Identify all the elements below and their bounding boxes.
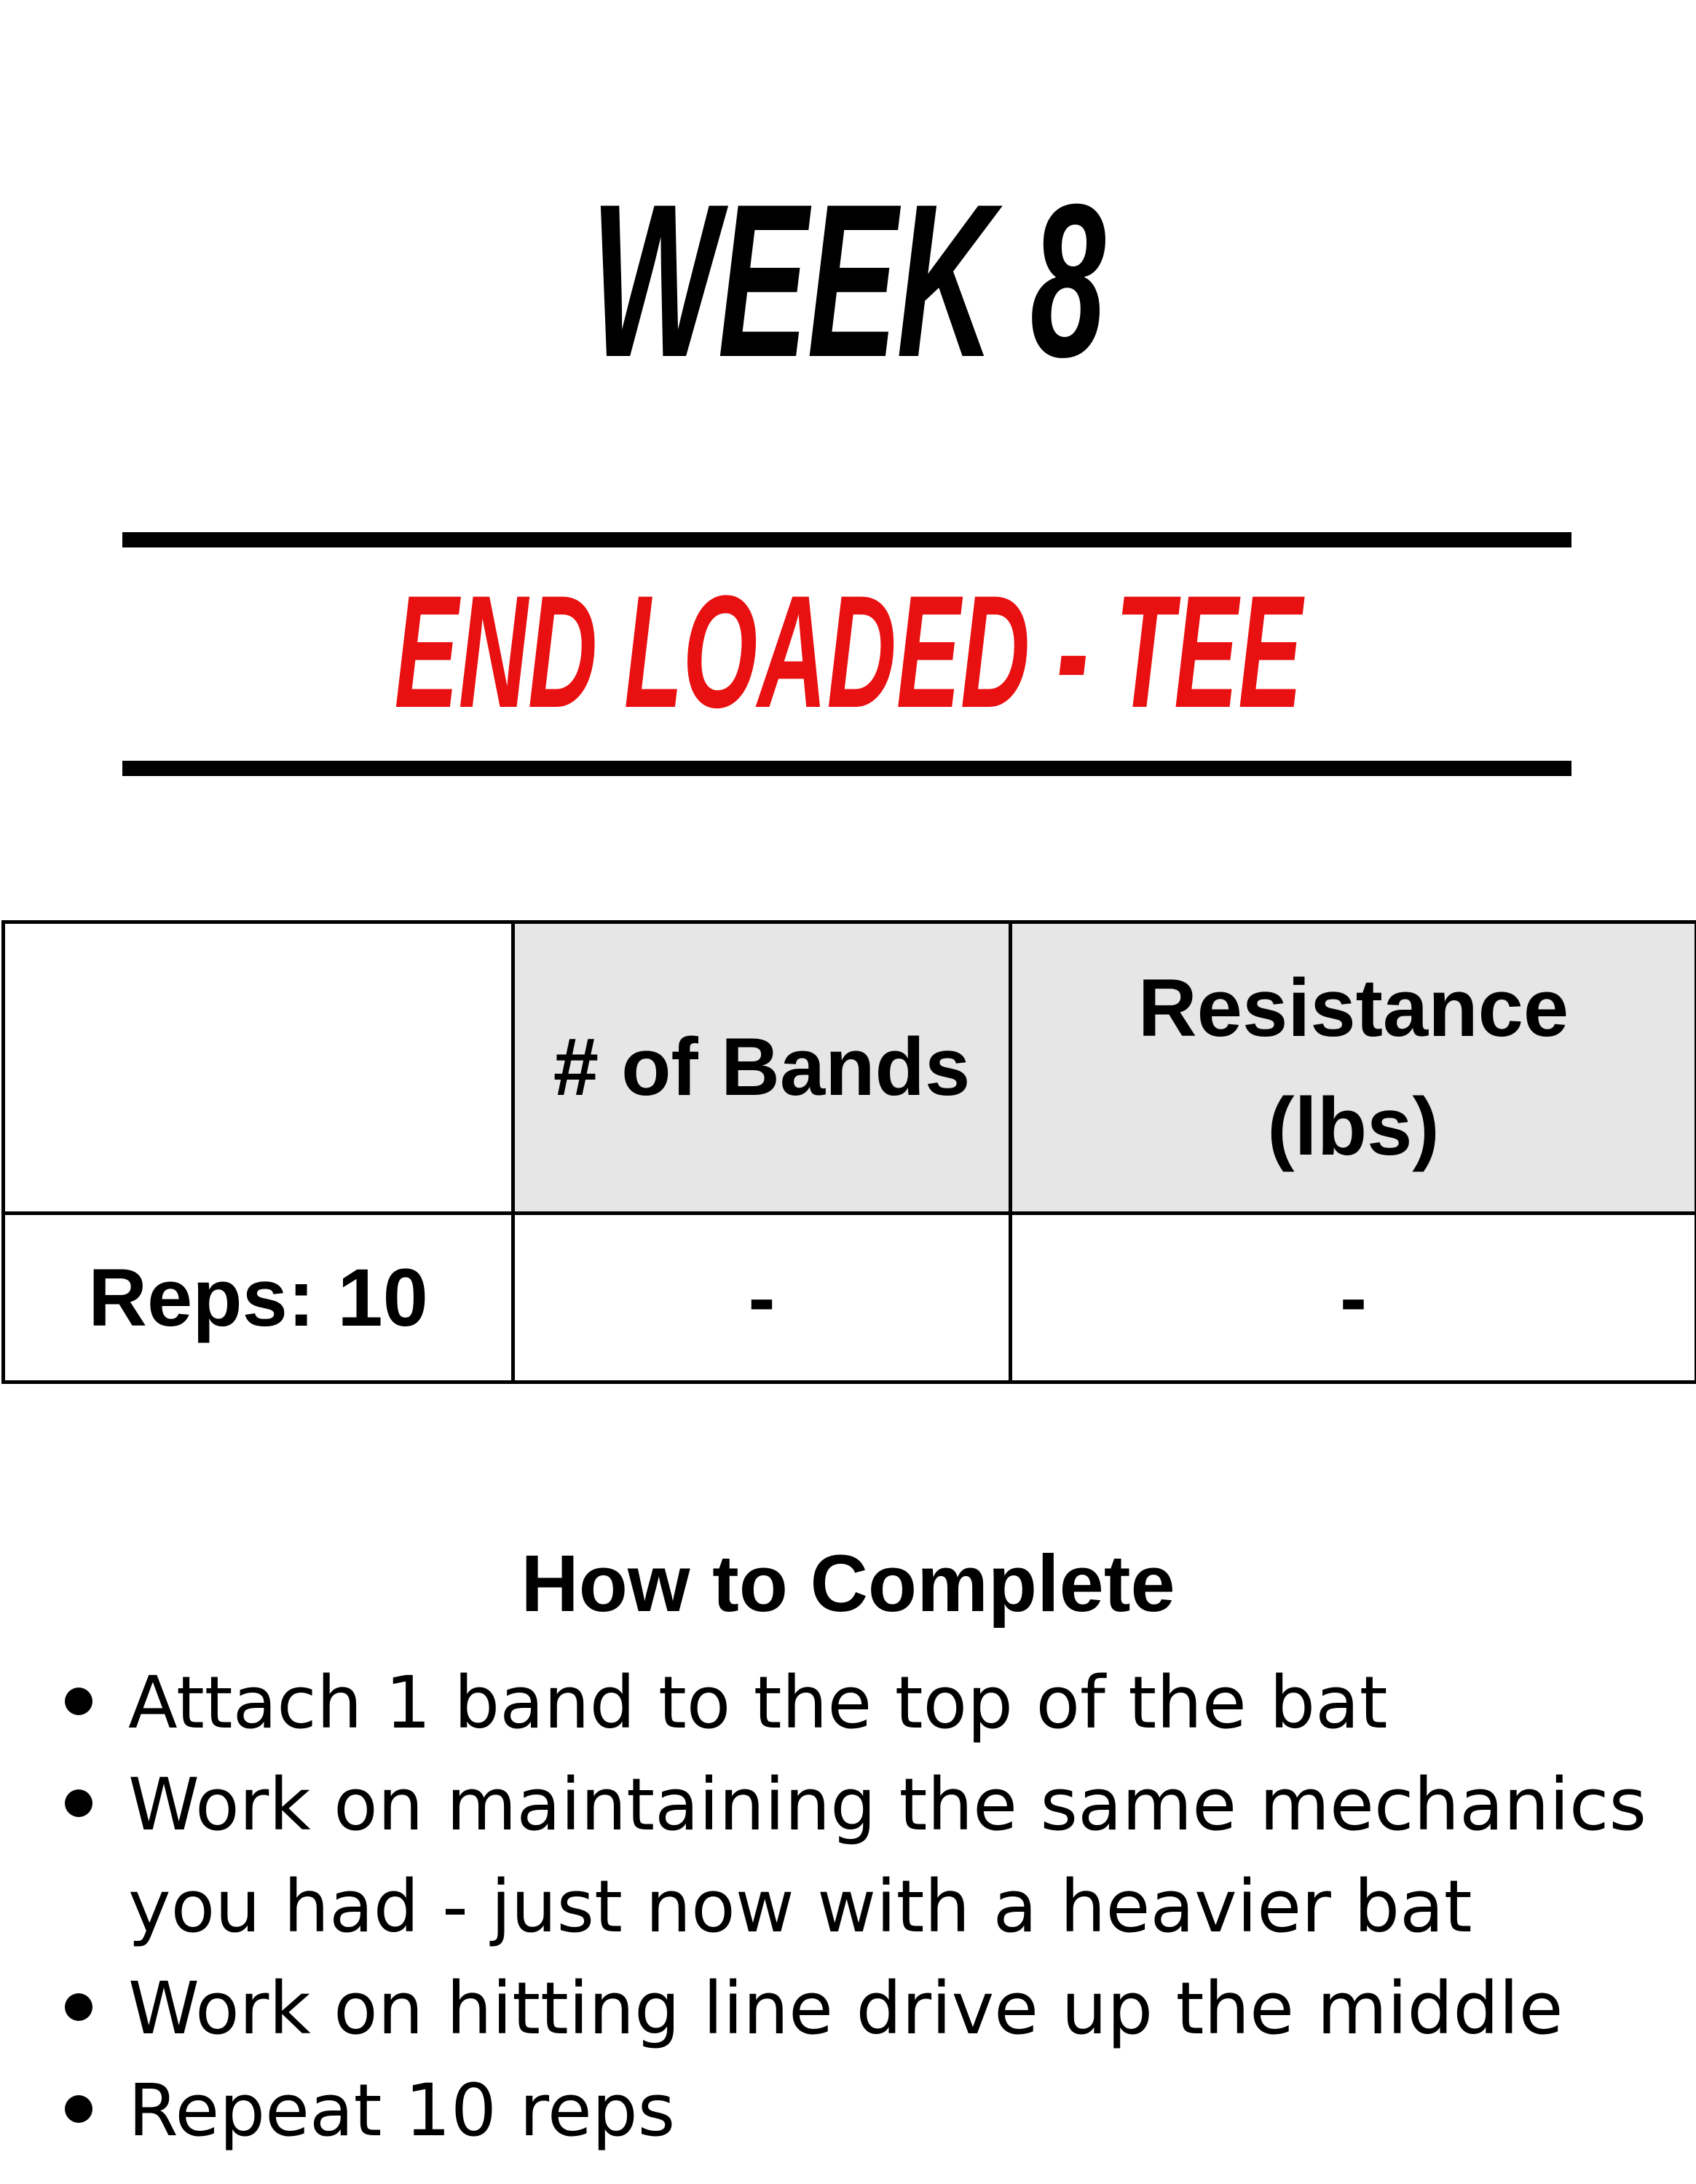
list-item xyxy=(60,2060,1662,2162)
week-title: WEEK 8 xyxy=(591,158,1105,403)
top-divider xyxy=(122,532,1571,547)
resistance-header-text: Resistance (lbs) xyxy=(1137,962,1569,1172)
bands-cell: - xyxy=(513,1214,1011,1382)
instructions-heading: How to Complete xyxy=(521,1539,1175,1629)
page-title xyxy=(0,149,1696,411)
list-item xyxy=(60,1754,1657,1958)
bullet-icon xyxy=(65,2095,92,2123)
bullet-icon xyxy=(65,1688,92,1715)
table-header-row xyxy=(4,922,1696,1214)
step-text: Work on maintaining the same mechanics you had - just now with a heavier bat xyxy=(128,1763,1647,1949)
drill-subtitle xyxy=(0,562,1696,741)
step-text: Attach 1 band to the top of the bat xyxy=(128,1661,1388,1745)
workout-table xyxy=(1,920,1696,1384)
step-text: Work on hitting line drive up the middle xyxy=(128,1967,1563,2051)
list-item xyxy=(60,1653,1662,1754)
table-header-resistance xyxy=(1011,922,1696,1214)
reps-cell: Reps: 10 xyxy=(4,1214,513,1382)
table-row xyxy=(4,1214,1696,1382)
resistance-cell: - xyxy=(1011,1214,1696,1382)
bullet-icon xyxy=(65,1993,92,2021)
bottom-divider xyxy=(122,761,1571,776)
table-header-blank xyxy=(4,922,513,1214)
table-header-bands: # of Bands xyxy=(513,922,1011,1214)
step-text: Repeat 10 reps xyxy=(128,2069,676,2153)
drill-name: END LOADED - TEE xyxy=(394,562,1302,741)
list-item xyxy=(60,1958,1662,2060)
bullet-icon xyxy=(65,1789,92,1817)
instructions-list xyxy=(60,1653,1662,2162)
